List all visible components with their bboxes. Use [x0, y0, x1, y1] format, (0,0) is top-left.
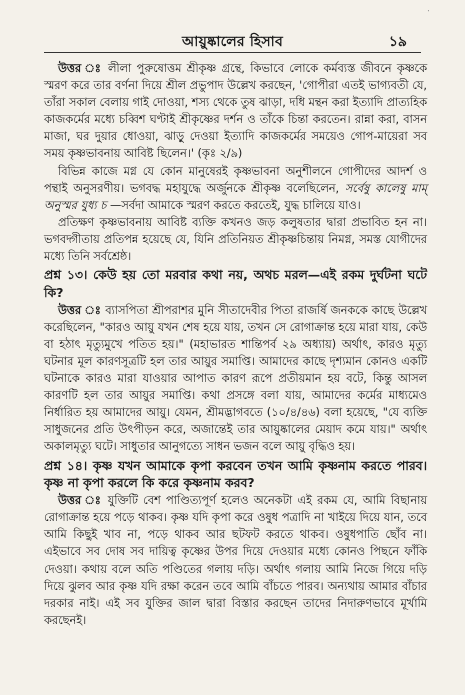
paragraph-2-text-b: —সর্বদা আমাকে স্মরণ করতে করতেই, যুদ্ধ চালিয়ে যাও।	[106, 198, 361, 212]
chapter-title: আয়ুষ্কালের হিসাব	[182, 34, 283, 50]
answer-text: লীলা পুরুষোত্তম শ্রীকৃষ্ণ গ্রন্থে, কিভাবে লোকে কর্মব্যস্ত জীবনে কৃষ্ণকে স্মরণ করে তার বর্ণনা দিয়ে শ্রীল প্রভুপাদ উল্লেখ করছেন, 'গোপীরা এতই ভাগ্যবতী যে, তাঁরা সকাল বেলায় গাই দোওয়া, শস্য থেকে তুষ ঝাড়া, দধি মন্থন করা ইত্যাদি প্রাত্যহিক কাজকর্মের মধ্যে চব্বিশ ঘণ্টাই শ্রীকৃষ্ণের দর্শন ও তাঁকে চিন্তা করতেন। রান্না করা, বাসন মাজা, ঘর দুয়ার ধোওয়া, ঝাড়ু দেওয়া ইত্যাদি কাজকর্মের সময়েও গোপ-মায়েরা সব সময় কৃষ্ণভাবনায় আবিষ্ট ছিলেন।' (কৃঃ ২/৯)	[44, 62, 428, 161]
answer-text: যুক্তিটি বেশ পাণ্ডিত্যপূর্ণ হলেও অনেকটা এই রকম যে, আমি বিছানায় রোগাক্রান্ত হয়ে পড়ে থাকব। কৃষ্ণ যদি কৃপা করে ওষুধ পত্রাদি না খাইয়ে দিয়ে যান, তবে আমি কিছুই খাব না, পড়ে থাকব আর ছটফট করতে থাকব। ওষুধপাতি ছোঁব না। এইভাবে সব দোষ সব দায়িত্ব কৃষ্ণের উপর দিয়ে দেওয়ার মধ্যে কোনও পিছনে ফাঁকি দেওয়া। কথায় বলে অতি পণ্ডিতের গলায় দড়ি। অর্থাৎ গলায় আমি নিজে গিয়ে দড়ি দিয়ে ঝুলব আর কৃষ্ণ যদি রক্ষা করেন তবে আমি বাঁচতে পারব। অন্যথায় আমার বাঁচার দরকার নাই। এই সব যুক্তির জাল দ্বারা বিস্তার করছেন তাদের নিদারুণভাবে মূর্খামি করছেনই।	[44, 494, 428, 627]
paragraph-3: প্রতিক্ষণ কৃষ্ণভাবনায় আবিষ্ট ব্যক্তি কখনও জড় কলুষতার দ্বারা প্রভাবিত হন না। ভগবদ্গীতায় প্রতিপন্ন হয়েছে যে, যিনি প্রতিনিয়ত শ্রীকৃষ্ণচিন্তায় নিমগ্ন, সমস্ত যোগীদের মধ্যে তিনি সর্বশ্রেষ্ঠ।	[44, 215, 427, 264]
gita-quote: সর্বেষু কালেষু মাম্ অনুস্মর যুধ্য চ	[44, 181, 427, 212]
answer-14	[44, 492, 427, 629]
paragraph-2-text-a: বিভিন্ন কাজে মগ্ন যে কোন মানুষেরই কৃষ্ণভাবনা অনুশীলনে গোপীদের আদর্শ ও পন্থাই অনুসরণীয়। ভগবদ্ধ মহাযুদ্ধে অর্জুনকে শ্রীকৃষ্ণ বলেছিলেন,	[44, 164, 427, 195]
page-number: ১৯	[388, 34, 407, 50]
running-header	[0, 30, 465, 50]
page-body	[44, 60, 427, 629]
answer-label: উত্তর ঃ	[58, 303, 102, 317]
answer-text: ব্যাসপিতা শ্রীপরাশর মুনি সীতাদেবীর পিতা রাজর্ষি জনককে কাছে উল্লেখ করেছিলেন, "কারও আয়ু যখন শেষ হয়ে যায়, তখন সে রোগাক্রান্ত হয়ে মারা যায়, কেউ বা হঠাৎ মৃত্যুমুখে পতিত হয়।" (মহাভারত শান্তিপর্ব ২৯ অধ্যায়) অর্থাৎ, কারও মৃত্যু ঘটনার মূল কারণসূত্রটি হল তার আয়ুর সমাপ্তি। আমাদের কাছে দৃশ্যমান কোনও একটি ঘটনাকে কারও মারা যাওয়ার আপাত কারণ রূপে প্রতীয়মান হয় বটে, কিন্তু আসল কারণটি হল তার আয়ুর সমাপ্তি। কথা প্রসঙ্গে বলা যায়, আমাদের কর্মের মাধ্যমেও নির্ধারিত হয় আমাদের আয়ু। যেমন, শ্রীমদ্ভাগবতে (১০/৪/৪৬) বলা হয়েছে, "যে ব্যক্তি সাধুজনের প্রতি উৎপীড়ন করে, অজান্তেই তার আয়ুষ্কালের মেয়াদ কমে যায়।" অর্থাৎ অকালমৃত্যু ঘটে। সাধুতার আনুগত্যে সাধন ভজন বলে আয়ু বৃদ্ধিও হয়।	[44, 303, 427, 454]
question-14-heading: প্রশ্ন ১৪। কৃষ্ণ যখন আমাকে কৃপা করবেন তখন আমি কৃষ্ণনাম করতে পারব। কৃষ্ণ না কৃপা করলে কি করে কৃষ্ণনাম করব?	[44, 457, 427, 491]
answer-label: উত্তর ঃ	[58, 494, 103, 508]
answer-label: উত্তর ঃ	[58, 62, 103, 75]
question-13-heading: প্রশ্ন ১৩। কেউ হয় তো মরবার কথা নয়, অথচ মরল—এই রকম দুর্ঘটনা ঘটে কি?	[44, 267, 427, 300]
header-divider	[44, 52, 421, 53]
paragraph-2	[44, 163, 427, 214]
corner-mark-icon: ॱ	[427, 9, 430, 19]
answer-13	[44, 302, 427, 456]
answer-paragraph-1	[44, 60, 427, 163]
